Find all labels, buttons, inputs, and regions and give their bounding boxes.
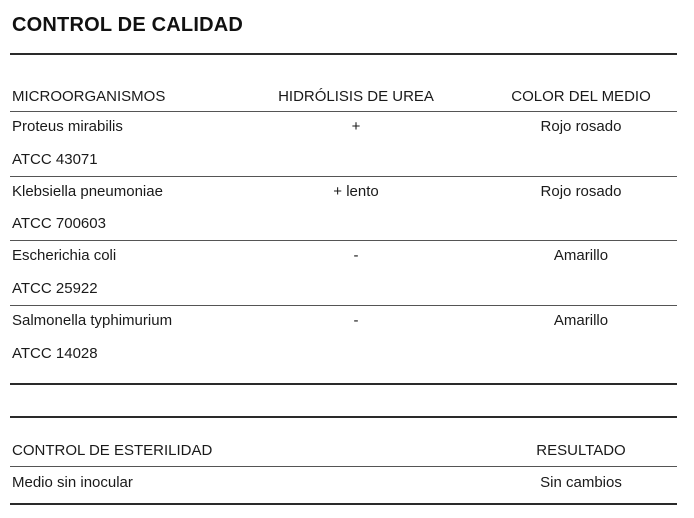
medium-color: Amarillo — [553, 312, 609, 329]
row-divider — [10, 240, 677, 241]
organism-strain: ATCC 700603 — [12, 215, 106, 232]
sterility-top-rule — [10, 416, 677, 418]
sterility-header-control: CONTROL DE ESTERILIDAD — [12, 442, 213, 459]
row-divider — [10, 305, 677, 306]
title-divider — [10, 53, 677, 55]
medium-color: Rojo rosado — [540, 118, 622, 135]
organism-strain: ATCC 14028 — [12, 345, 98, 362]
sterility-item: Medio sin inocular — [12, 474, 133, 491]
medium-color: Amarillo — [553, 247, 609, 264]
sterility-header-divider — [10, 466, 677, 467]
organism-strain: ATCC 25922 — [12, 280, 98, 297]
page-title: CONTROL DE CALIDAD — [12, 14, 244, 36]
sterility-bottom-rule — [10, 503, 677, 505]
sterility-header-resultado: RESULTADO — [536, 442, 626, 459]
qc-header-divider — [10, 111, 677, 112]
organism-name: Klebsiella pneumoniae — [12, 183, 163, 200]
medium-color: Rojo rosado — [540, 183, 622, 200]
urea-result: + — [351, 118, 361, 135]
urea-result: + lento — [333, 183, 379, 200]
organism-strain: ATCC 43071 — [12, 151, 98, 168]
urea-result: - — [353, 312, 359, 329]
organism-name: Proteus mirabilis — [12, 118, 123, 135]
qc-header-hidrolisis: HIDRÓLISIS DE UREA — [278, 88, 434, 105]
qc-header-color: COLOR DEL MEDIO — [511, 88, 651, 105]
sterility-result: Sin cambios — [540, 474, 622, 491]
row-divider — [10, 176, 677, 177]
qc-table-bottom-rule — [10, 383, 677, 385]
urea-result: - — [353, 247, 359, 264]
qc-header-microorganismos: MICROORGANISMOS — [12, 88, 166, 105]
organism-name: Escherichia coli — [12, 247, 117, 264]
organism-name: Salmonella typhimurium — [12, 312, 173, 329]
